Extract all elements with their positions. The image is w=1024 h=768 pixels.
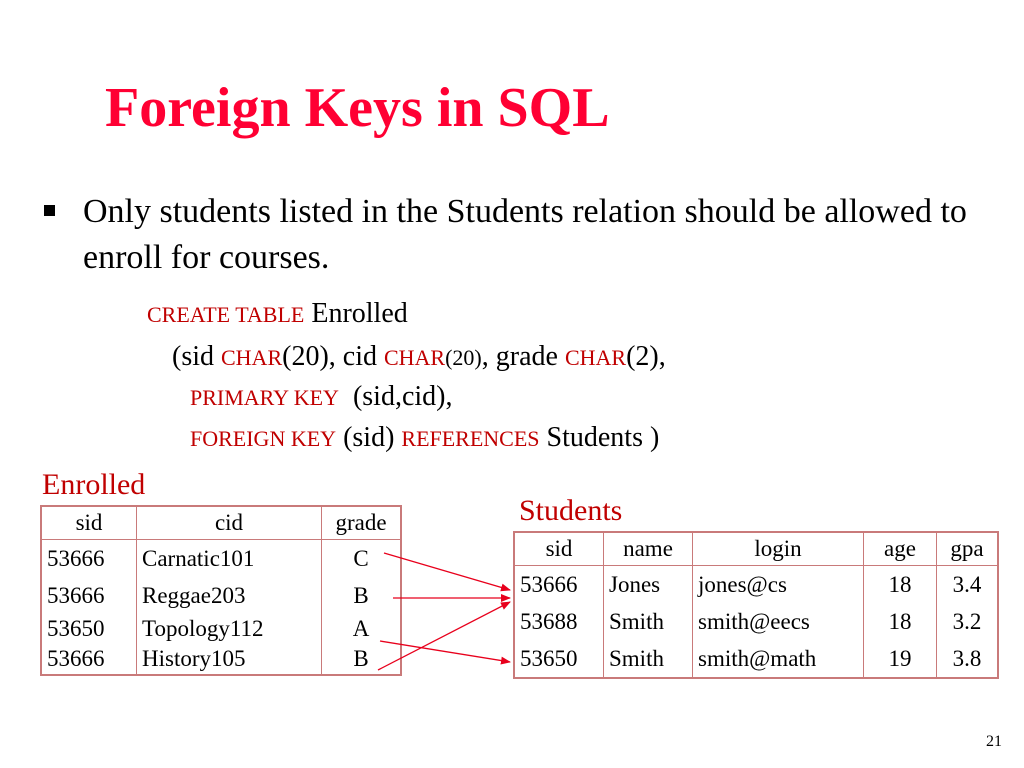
code-text: (sid) bbox=[343, 422, 395, 453]
column-header: gpa bbox=[937, 532, 999, 566]
code-keyword: REFERENCES bbox=[401, 426, 540, 451]
table-cell: History105 bbox=[137, 644, 322, 675]
table-cell: 3.4 bbox=[937, 566, 999, 604]
column-header: cid bbox=[137, 506, 322, 540]
table-cell: C bbox=[322, 540, 402, 578]
code-keyword: PRIMARY KEY bbox=[190, 385, 339, 410]
slide-title: Foreign Keys in SQL bbox=[105, 77, 610, 139]
table-cell: 53666 bbox=[514, 566, 604, 604]
students-table-label: Students bbox=[519, 494, 623, 527]
column-header: login bbox=[693, 532, 864, 566]
table-cell: Reggae203 bbox=[137, 577, 322, 614]
code-keyword: FOREIGN KEY bbox=[190, 426, 337, 451]
column-header: sid bbox=[514, 532, 604, 566]
table-cell: A bbox=[322, 614, 402, 644]
table-cell: smith@eecs bbox=[693, 603, 864, 640]
table-cell: 18 bbox=[864, 566, 937, 604]
table-cell: 19 bbox=[864, 640, 937, 678]
column-header: age bbox=[864, 532, 937, 566]
table-cell: 18 bbox=[864, 603, 937, 640]
bullet-text: Only students listed in the Students relation should be allowed to enroll for courses. bbox=[83, 193, 967, 276]
table-cell: 53666 bbox=[41, 577, 137, 614]
table-cell: 53650 bbox=[514, 640, 604, 678]
table-cell: 3.2 bbox=[937, 603, 999, 640]
code-text: Students ) bbox=[546, 422, 660, 453]
table-cell: Carnatic101 bbox=[137, 540, 322, 578]
table-cell: B bbox=[322, 644, 402, 675]
table-cell: Smith bbox=[604, 603, 693, 640]
fk-arrow bbox=[384, 553, 510, 590]
column-header: sid bbox=[41, 506, 137, 540]
code-text: (sid,cid), bbox=[352, 381, 453, 412]
column-header: name bbox=[604, 532, 693, 566]
table-cell: smith@math bbox=[693, 640, 864, 678]
code-text: (sid bbox=[172, 341, 214, 372]
table-cell: Smith bbox=[604, 640, 693, 678]
table-cell: B bbox=[322, 577, 402, 614]
code-keyword: CHAR bbox=[221, 345, 283, 370]
code-text: Enrolled bbox=[311, 298, 408, 329]
table-cell: Jones bbox=[604, 566, 693, 604]
code-keyword: CREATE TABLE bbox=[147, 302, 305, 327]
code-text: (20), cid bbox=[282, 341, 377, 372]
table-cell: 53688 bbox=[514, 603, 604, 640]
table-cell: 3.8 bbox=[937, 640, 999, 678]
enrolled-table-label: Enrolled bbox=[42, 468, 146, 501]
table-cell: Topology112 bbox=[137, 614, 322, 644]
code-text: , grade bbox=[481, 341, 558, 372]
code-keyword: CHAR bbox=[383, 345, 446, 370]
table-cell: jones@cs bbox=[693, 566, 864, 604]
table-cell: 53650 bbox=[41, 614, 137, 644]
code-text: (2), bbox=[626, 341, 666, 372]
fk-arrow bbox=[378, 602, 510, 670]
code-keyword: CHAR bbox=[564, 345, 627, 370]
table-cell: 53666 bbox=[41, 644, 137, 675]
page-number: 21 bbox=[986, 733, 1002, 750]
code-text: (20) bbox=[445, 345, 482, 370]
table-cell: 53666 bbox=[41, 540, 137, 578]
column-header: grade bbox=[322, 506, 402, 540]
